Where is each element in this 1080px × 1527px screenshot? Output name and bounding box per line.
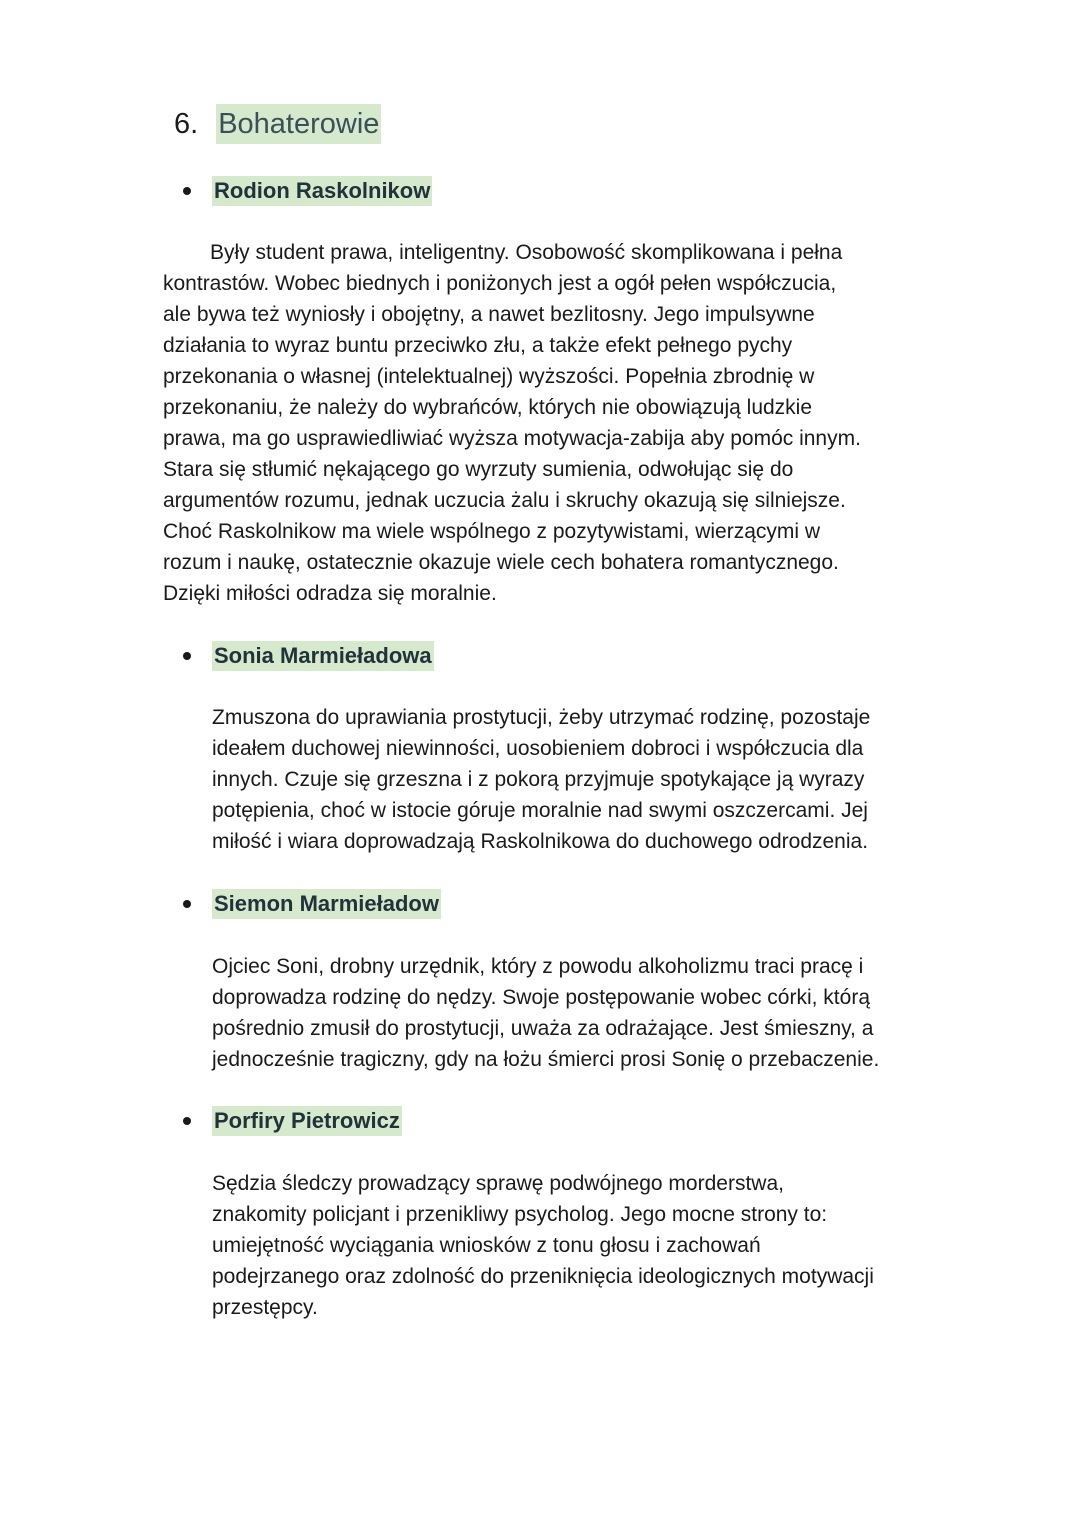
text-line: Choć Raskolnikow ma wiele wspólnego z pozytywistami, wierzącymi w	[163, 520, 821, 543]
character-heading-siemon	[183, 889, 441, 919]
text-line: Ojciec Soni, drobny urzędnik, który z powodu alkoholizmu traci pracę i	[212, 955, 864, 978]
character-heading-sonia	[183, 641, 434, 671]
text-line: Zmuszona do uprawiania prostytucji, żeby utrzymać rodzinę, pozostaje	[212, 706, 871, 729]
text-line: działania to wyraz buntu przeciwko złu, a także efekt pełnego pychy	[163, 334, 793, 357]
text-line: jednocześnie tragiczny, gdy na łożu śmierci prosi Sonię o przebaczenie.	[212, 1048, 880, 1071]
character-heading-raskolnikow	[183, 176, 432, 206]
character-description-siemon	[212, 951, 952, 1075]
character-description-raskolnikow	[163, 237, 953, 609]
text-line: doprowadza rodzinę do nędzy. Swoje postępowanie wobec córki, którą	[212, 986, 870, 1009]
text-line: prawa, ma go usprawiedliwiać wyższa motywacja-zabija aby pomóc innym.	[163, 427, 861, 450]
text-line: kontrastów. Wobec biednych i poniżonych jest a ogół pełen współczucia,	[163, 272, 837, 295]
text-line: ale bywa też wyniosły i obojętny, a nawet bezlitosny. Jego impulsywne	[163, 303, 815, 326]
text-line: umiejętność wyciągania wniosków z tonu głosu i zachowań	[212, 1234, 761, 1257]
bullet-icon	[183, 1117, 191, 1125]
section-number: 6.	[174, 108, 199, 140]
character-name: Sonia Marmieładowa	[212, 641, 434, 671]
text-line: rozum i naukę, ostatecznie okazuje wiele cech bohatera romantycznego.	[163, 551, 839, 574]
text-line: przekonaniu, że należy do wybrańców, których nie obowiązują ludzkie	[163, 396, 813, 419]
text-line: przekonania o własnej (intelektualnej) wyższości. Popełnia zbrodnię w	[163, 365, 815, 388]
text-line: podejrzanego oraz zdolność do przeniknięcia ideologicznych motywacji	[212, 1265, 874, 1288]
character-name: Siemon Marmieładow	[212, 889, 441, 919]
character-name: Rodion Raskolnikow	[212, 176, 432, 206]
bullet-icon	[183, 900, 191, 908]
character-heading-porfiry	[183, 1106, 402, 1136]
text-line: potępienia, choć w istocie góruje moralnie nad swymi oszczercami. Jej	[212, 799, 868, 822]
character-description-sonia	[212, 702, 952, 857]
text-line: pośrednio zmusił do prostytucji, uważa za odrażające. Jest śmieszny, a	[212, 1017, 874, 1040]
character-description-porfiry	[212, 1168, 952, 1323]
text-line: innych. Czuje się grzeszna i z pokorą przyjmuje spotykające ją wyrazy	[212, 768, 865, 791]
character-name: Porfiry Pietrowicz	[212, 1106, 402, 1136]
text-line: Sędzia śledczy prowadzący sprawę podwójnego morderstwa,	[212, 1172, 784, 1195]
text-line: przestępcy.	[212, 1296, 318, 1319]
text-line: miłość i wiara doprowadzają Raskolnikowa do duchowego odrodzenia.	[212, 830, 869, 853]
text-line: ideałem duchowej niewinności, uosobieniem dobroci i współczucia dla	[212, 737, 864, 760]
text-line: znakomity policjant i przenikliwy psycholog. Jego mocne strony to:	[212, 1203, 828, 1226]
text-line: Były student prawa, inteligentny. Osobowość skomplikowana i pełna	[210, 241, 843, 264]
section-heading	[174, 104, 381, 144]
section-title: Bohaterowie	[216, 104, 381, 144]
bullet-icon	[183, 187, 191, 195]
text-line: Dzięki miłości odradza się moralnie.	[163, 582, 497, 605]
text-line: Stara się stłumić nękającego go wyrzuty sumienia, odwołując się do	[163, 458, 794, 481]
text-line: argumentów rozumu, jednak uczucia żalu i skruchy okazują się silniejsze.	[163, 489, 846, 512]
bullet-icon	[183, 652, 191, 660]
